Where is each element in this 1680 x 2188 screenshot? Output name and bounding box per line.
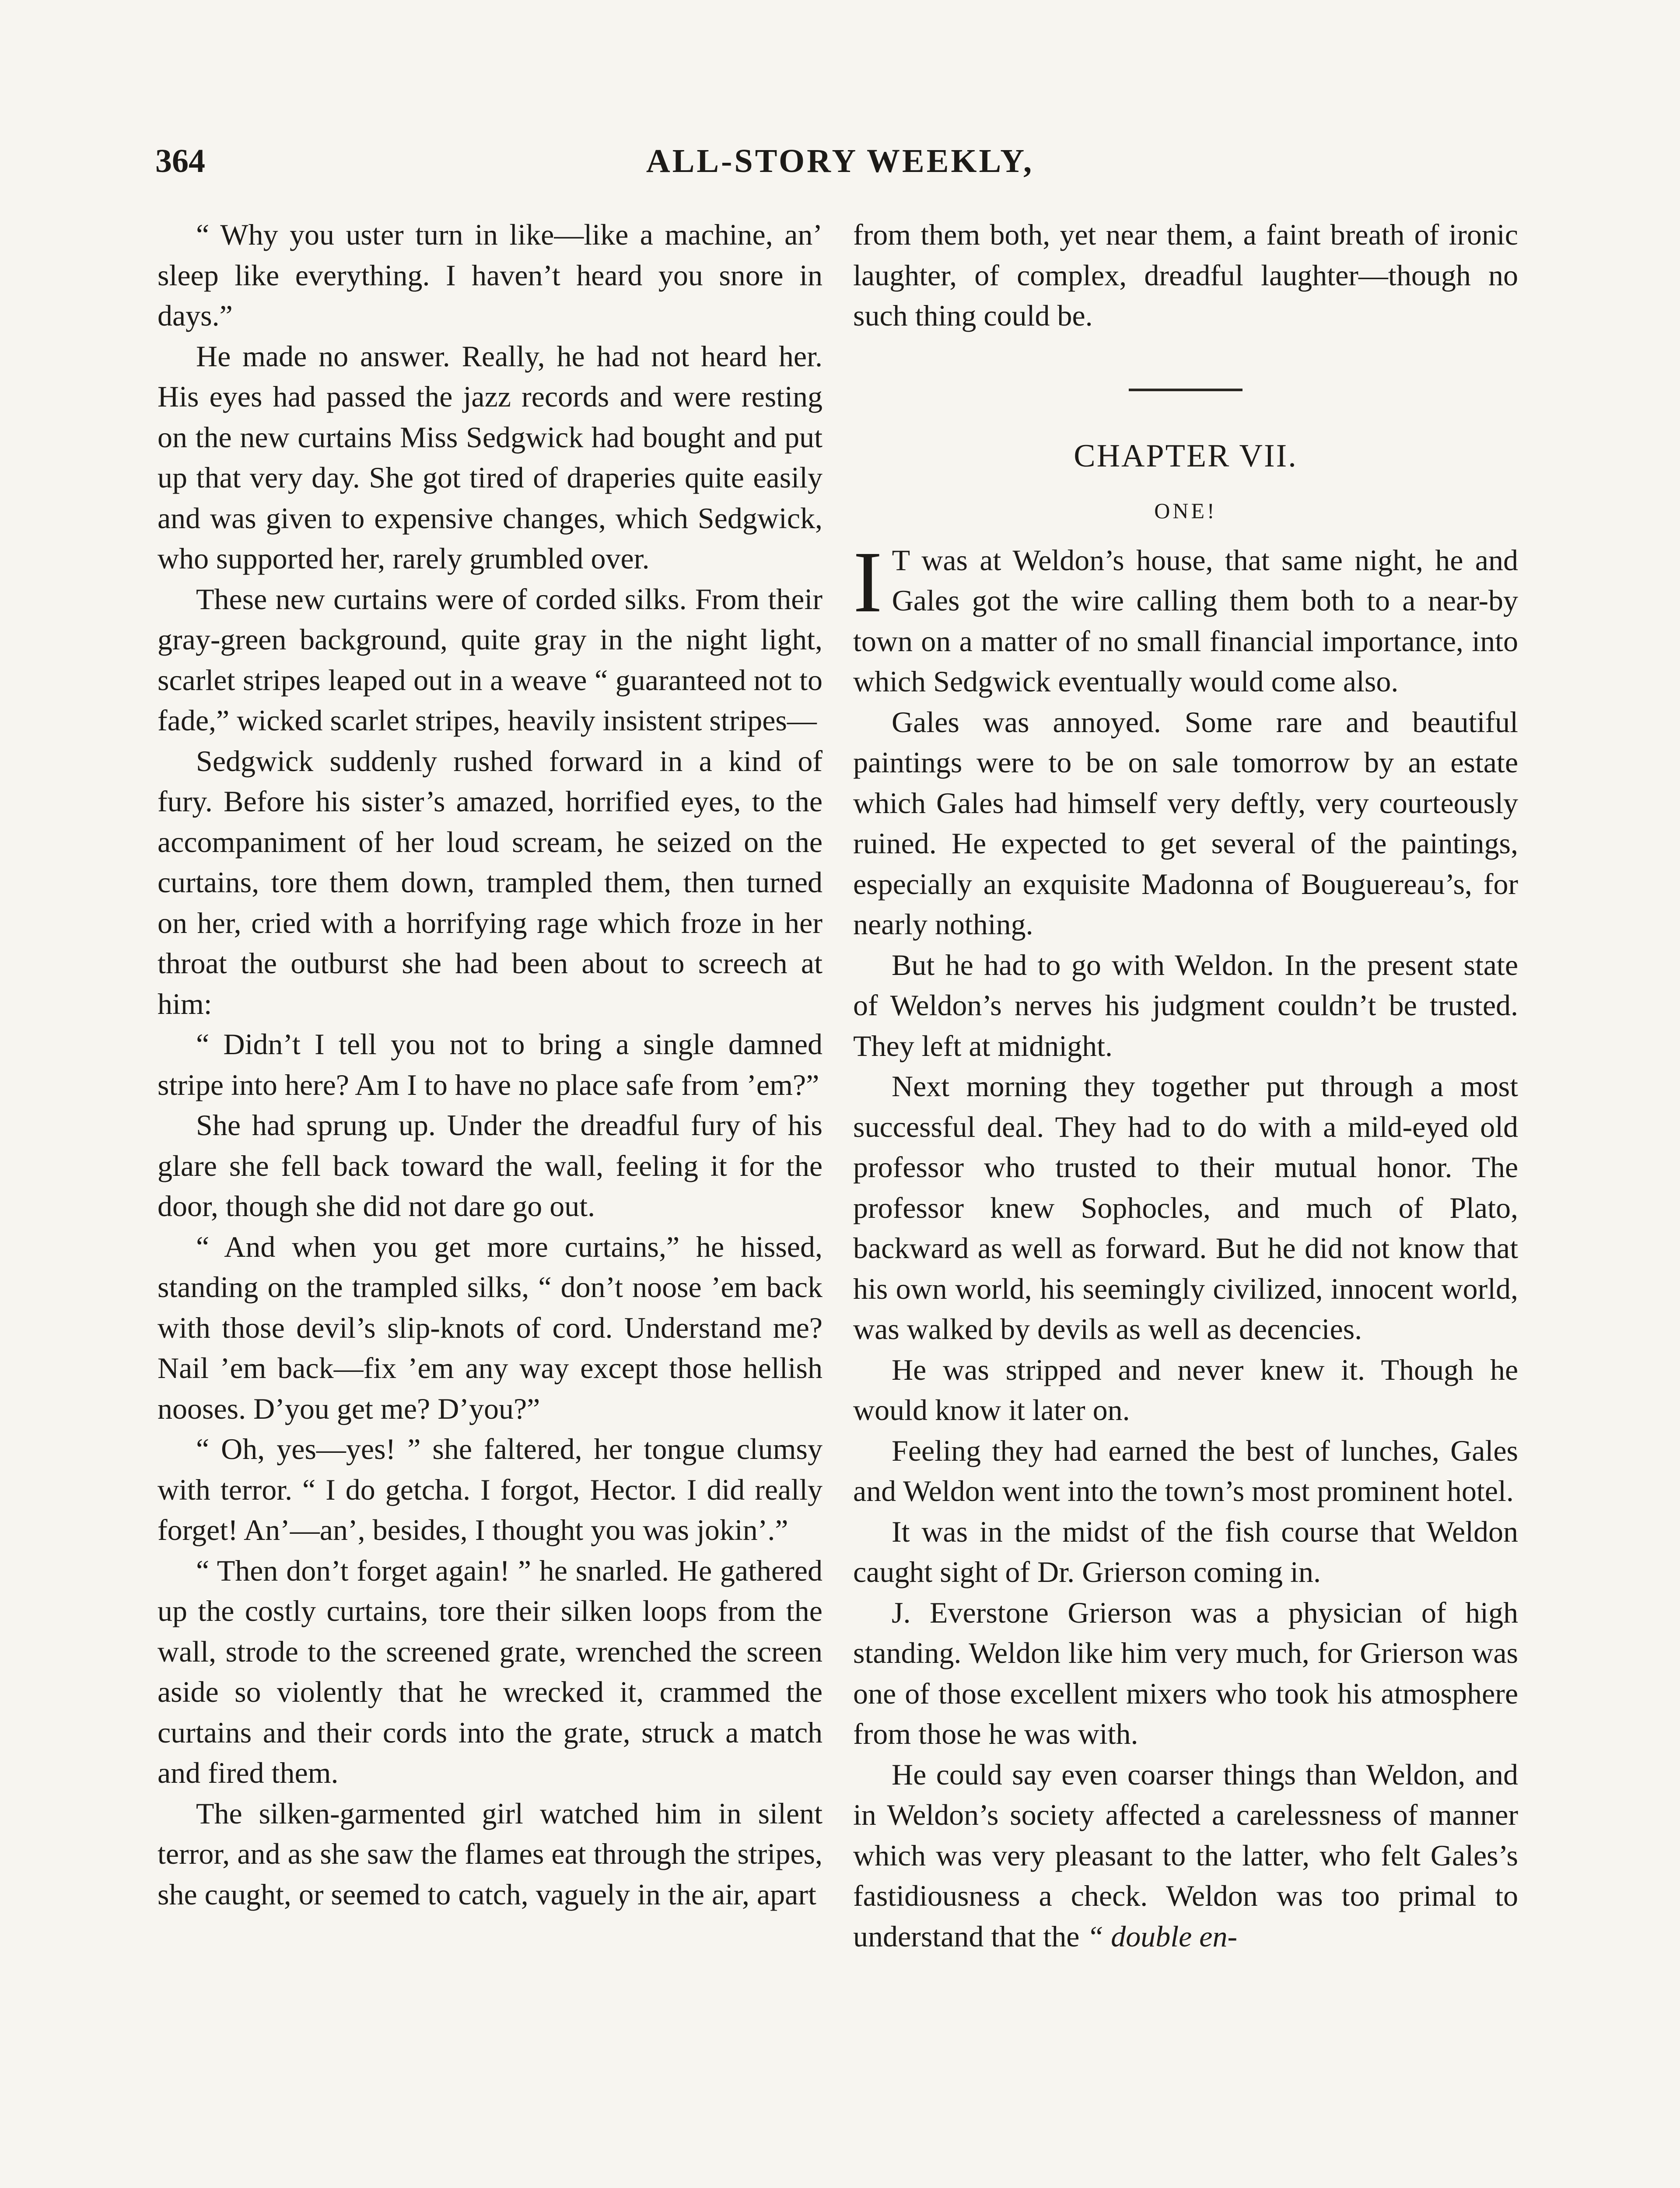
paragraph: Feeling they had earned the best of lunches, Gales and Weldon went into the town’s most prominent hotel. [853, 1434, 1518, 1508]
paragraph: The silken-garmented girl watched him in silent terror, and as she saw the flames eat through the stripes, she caught, or seemed to catch, vaguely in the air, apart [158, 1796, 822, 1911]
running-head: ALL-STORY WEEKLY, [646, 143, 1034, 179]
paragraph: “ And when you get more curtains,” he hissed, standing on the trampled silks, “ don’t noose ’em back with those devil’s slip-knots of cord. Understand me? Nail ’em back—fix ’em any way except those hellish nooses. D’you get me? D’you?” [158, 1230, 822, 1425]
paragraph: These new curtains were of corded silks. From their gray-green background, quite gray in the night light, scarlet stripes leaped out in a weave “ guaranteed not to fade,” wicked scarlet stripes, heavily insistent stripes— [158, 582, 822, 737]
opening-paragraph [853, 533, 1518, 702]
drop-cap: I [853, 533, 882, 631]
paragraph: But he had to go with Weldon. In the present state of Weldon’s nerves his judgment couldn’t be trusted. They left at midnight. [853, 948, 1518, 1062]
paragraph: “ Didn’t I tell you not to bring a single damned stripe into here? Am I to have no place safe from ’em?” [158, 1027, 822, 1101]
paragraph: J. Everstone Grierson was a physician of high standing. Weldon like him very much, for Grierson was one of those excellent mixers who took his atmosphere from those he was with. [853, 1595, 1518, 1750]
paragraph: He was stripped and never knew it. Though he would know it later on. [853, 1353, 1518, 1427]
paragraph: Next morning they together put through a most successful deal. They had to do with a mild-eyed old professor who trusted to their mutual honor. The professor knew Sophocles, and much of Plato, backward as well as forward. But he did not know that his own world, his seemingly civilized, innocent world, was walked by devils as well as decencies. [853, 1069, 1518, 1346]
paragraph: Gales was annoyed. Some rare and beautiful paintings were to be on sale tomorrow by an estate which Gales had himself very deftly, very courteously ruined. He expected to get several of the paintings, especially an exquisite Madonna of Bouguereau’s, for nearly nothing. [853, 705, 1518, 941]
continuation-paragraph: from them both, yet near them, a faint breath of ironic laughter, of complex, dreadful laughter—though no such thing could be. [853, 218, 1518, 332]
italic-text: “ double en- [1087, 1919, 1238, 1953]
chapter-subtitle: ONE! [1154, 498, 1217, 523]
page-number: 364 [155, 143, 205, 179]
left-column [158, 214, 822, 1914]
section-divider [1129, 389, 1242, 391]
chapter-title: CHAPTER VII. [1074, 438, 1298, 474]
page-header [155, 139, 1525, 183]
paragraph: “ Why you uster turn in like—like a machine, an’ sleep like everything. I haven’t heard you snore in days.” [158, 218, 822, 332]
paragraph: He made no answer. Really, he had not heard her. His eyes had passed the jazz records and were resting on the new curtains Miss Sedgwick had bought and put up that very day. She got tired of draperies quite easily and was given to expensive changes, which Sedgwick, who supported her, rarely grumbled over. [158, 339, 822, 575]
paragraph: It was in the midst of the fish course that Weldon caught sight of Dr. Grierson coming in. [853, 1515, 1518, 1588]
paragraph: “ Oh, yes—yes! ” she faltered, her tongue clumsy with terror. “ I do getcha. I forgot, Hector. I did really forget! An’—an’, besides, I thought you was jokin’.” [158, 1432, 822, 1546]
paragraph: “ Then don’t forget again! ” he snarled. He gathered up the costly curtains, tore their silken loops from the wall, strode to the screened grate, wrenched the screen aside so violently that he wrecked it, crammed the curtains and their cords into the grate, struck a match and fired them. [158, 1553, 822, 1789]
paragraph [853, 1754, 1518, 1957]
opening-text: T was at Weldon’s house, that same night, he and Gales got the wire calling them both to a near-by town on a matter of no small financial importance, into which Sedgwick eventually would come also. [853, 543, 1518, 698]
paragraph: She had sprung up. Under the dreadful fury of his glare she fell back toward the wall, feeling it for the door, though she did not dare go out. [158, 1108, 822, 1223]
paragraph: Sedgwick suddenly rushed forward in a kind of fury. Before his sister’s amazed, horrified eyes, to the accompaniment of her loud scream, he seized on the curtains, tore them down, trampled them, then turned on her, cried with a horrifying rage which froze in her throat the outburst she had been about to screech at him: [158, 744, 822, 1020]
right-column [853, 214, 1518, 1957]
paragraph-text: He could say even coarser things than Weldon, and in Weldon’s society affected a carelessness of manner which was very pleasant to the latter, who felt Gales’s fastidiousness a check. Weldon was too primal to understand that the [853, 1757, 1518, 1953]
